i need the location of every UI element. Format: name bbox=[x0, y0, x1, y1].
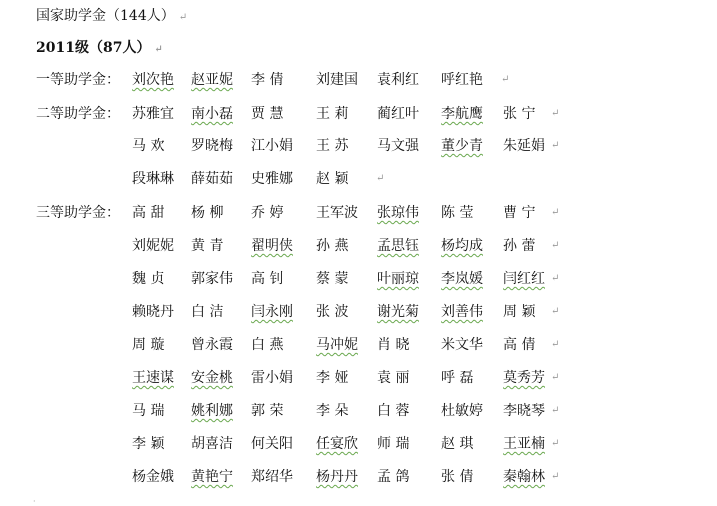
student-name-text: 白 洁 bbox=[191, 304, 224, 320]
student-name bbox=[316, 464, 376, 490]
student-name-text: 郭家伟 bbox=[191, 271, 233, 287]
student-name-text: 杨均成 bbox=[441, 238, 483, 254]
student-name bbox=[132, 365, 192, 391]
student-name bbox=[191, 332, 251, 358]
student-name-text: 张 倩 bbox=[441, 469, 474, 485]
student-name-text: 陈 莹 bbox=[441, 205, 474, 221]
student-name-text: 张 波 bbox=[316, 304, 349, 320]
student-name-text: 王速谋 bbox=[132, 370, 174, 386]
student-name-text: 马冲妮 bbox=[316, 337, 358, 353]
student-name-text: 黄艳宁 bbox=[191, 469, 233, 485]
student-name-text: 黄 青 bbox=[191, 238, 224, 254]
student-name-text: 孟思钰 bbox=[377, 238, 419, 254]
student-name-text: 杨金娥 bbox=[132, 469, 174, 485]
student-name bbox=[132, 266, 192, 292]
student-name-text: 马 欢 bbox=[132, 138, 165, 154]
student-name bbox=[441, 233, 501, 259]
student-name bbox=[191, 133, 251, 159]
student-name bbox=[441, 266, 501, 292]
student-name-text: 秦翰林 bbox=[503, 469, 545, 485]
student-name bbox=[441, 299, 501, 325]
student-name bbox=[441, 67, 501, 93]
student-name bbox=[251, 431, 311, 457]
student-name-text: 赵 颖 bbox=[316, 171, 349, 187]
student-name bbox=[132, 431, 192, 457]
student-name bbox=[377, 398, 437, 424]
student-name bbox=[251, 200, 311, 226]
student-name-text: 蔡 蒙 bbox=[316, 271, 349, 287]
student-name-text: 刘次艳 bbox=[132, 72, 174, 88]
student-name bbox=[132, 299, 192, 325]
student-name-text: 高 钊 bbox=[251, 271, 284, 287]
student-name-text: 叶丽琼 bbox=[377, 271, 419, 287]
cohort-heading bbox=[36, 35, 163, 61]
student-name bbox=[316, 166, 376, 192]
student-name bbox=[251, 365, 311, 391]
student-name bbox=[191, 166, 251, 192]
student-name-text: 杨 柳 bbox=[191, 205, 224, 221]
student-name-text: 王 莉 bbox=[316, 106, 349, 122]
student-name bbox=[441, 365, 501, 391]
student-name bbox=[191, 464, 251, 490]
student-name bbox=[251, 233, 311, 259]
student-name-text: 王 苏 bbox=[316, 138, 349, 154]
student-name-text: 何关阳 bbox=[251, 436, 293, 452]
student-name bbox=[251, 67, 311, 93]
student-name bbox=[377, 67, 437, 93]
student-name-text: 王亚楠 bbox=[503, 436, 545, 452]
student-name bbox=[316, 101, 376, 127]
paragraph-mark-icon: ↵ bbox=[551, 108, 560, 119]
student-name-text: 段琳琳 bbox=[132, 171, 174, 187]
student-name-text: 魏 贞 bbox=[132, 271, 165, 287]
student-name-text: 马文强 bbox=[377, 138, 419, 154]
student-name bbox=[441, 464, 501, 490]
student-name-text: 呼 磊 bbox=[441, 370, 474, 386]
student-name bbox=[377, 464, 437, 490]
paragraph-mark-icon: ↵ bbox=[551, 306, 560, 317]
student-name-text: 马 瑞 bbox=[132, 403, 165, 419]
paragraph-mark-icon: ↵ bbox=[551, 405, 560, 416]
paragraph-mark-icon: ↵ bbox=[551, 339, 560, 350]
student-name-text: 罗晓梅 bbox=[191, 138, 233, 154]
paragraph-mark-icon: ↵ bbox=[551, 438, 560, 449]
student-name-text: 师 瑞 bbox=[377, 436, 410, 452]
student-name-text: 任宴欣 bbox=[316, 436, 358, 452]
paragraph-mark-icon: ↵ bbox=[501, 74, 510, 85]
student-name-text: 周 璇 bbox=[132, 337, 165, 353]
student-name bbox=[132, 101, 192, 127]
student-name-text: 袁利红 bbox=[377, 72, 419, 88]
student-name bbox=[377, 200, 437, 226]
student-name bbox=[377, 101, 437, 127]
student-name-text: 赵亚妮 bbox=[191, 72, 233, 88]
paragraph-mark-icon: ↵ bbox=[376, 173, 385, 184]
student-name bbox=[132, 398, 192, 424]
paragraph-mark-icon: ↵ bbox=[551, 140, 560, 151]
student-name-text: 莫秀芳 bbox=[503, 370, 545, 386]
student-name bbox=[377, 299, 437, 325]
student-name-text: 蔺红叶 bbox=[377, 106, 419, 122]
student-name-text: 李 朵 bbox=[316, 403, 349, 419]
student-name bbox=[132, 166, 192, 192]
student-name-text: 刘建国 bbox=[316, 72, 358, 88]
student-name-text: 王军波 bbox=[316, 205, 358, 221]
student-name bbox=[251, 398, 311, 424]
grant-level-label: 二等助学金： bbox=[36, 106, 120, 122]
student-name-text: 朱延娟 bbox=[503, 138, 545, 154]
student-name bbox=[316, 133, 376, 159]
student-name bbox=[441, 398, 501, 424]
student-name bbox=[316, 332, 376, 358]
title-text: 国家助学金（144人） bbox=[36, 8, 175, 24]
student-name bbox=[316, 431, 376, 457]
student-name-text: 薛茹茹 bbox=[191, 171, 233, 187]
student-name-text: 郭 荣 bbox=[251, 403, 284, 419]
grant-level-label: 一等助学金： bbox=[36, 72, 120, 88]
student-name-text: 李航鹰 bbox=[441, 106, 483, 122]
student-name bbox=[132, 233, 192, 259]
student-name-text: 张琼伟 bbox=[377, 205, 419, 221]
student-name bbox=[191, 365, 251, 391]
student-name-text: 苏雅宜 bbox=[132, 106, 174, 122]
student-name bbox=[377, 233, 437, 259]
student-name-text: 史雅娜 bbox=[251, 171, 293, 187]
student-name-text: 闫红红 bbox=[503, 271, 545, 287]
paragraph-mark-icon: ↵ bbox=[154, 44, 163, 55]
student-name-text: 赖晓丹 bbox=[132, 304, 174, 320]
grant-level-label: 三等助学金： bbox=[36, 205, 120, 221]
student-name-text: 高 倩 bbox=[503, 337, 536, 353]
student-name-text: 李晓琴 bbox=[503, 403, 545, 419]
student-name-text: 周 颖 bbox=[503, 304, 536, 320]
student-name-text: 杜敏婷 bbox=[441, 403, 483, 419]
student-name-text: 袁 丽 bbox=[377, 370, 410, 386]
student-name bbox=[316, 398, 376, 424]
student-name-text: 杨丹丹 bbox=[316, 469, 358, 485]
student-name-text: 孙 蕾 bbox=[503, 238, 536, 254]
paragraph-mark-icon: ↵ bbox=[551, 372, 560, 383]
paragraph-mark-icon: ↵ bbox=[551, 207, 560, 218]
student-name bbox=[441, 431, 501, 457]
student-name-text: 孟 鸽 bbox=[377, 469, 410, 485]
student-name bbox=[191, 266, 251, 292]
student-name bbox=[132, 133, 192, 159]
student-name bbox=[377, 133, 437, 159]
student-name bbox=[377, 431, 437, 457]
student-name-text: 闫永刚 bbox=[251, 304, 293, 320]
student-name bbox=[251, 266, 311, 292]
page-corner-mark: · bbox=[33, 497, 36, 506]
student-name-text: 谢光菊 bbox=[377, 304, 419, 320]
student-name-text: 乔 婷 bbox=[251, 205, 284, 221]
student-name bbox=[132, 200, 192, 226]
student-name-text: 李 颖 bbox=[132, 436, 165, 452]
student-name bbox=[251, 299, 311, 325]
student-name bbox=[191, 431, 251, 457]
student-name-text: 安金桃 bbox=[191, 370, 233, 386]
student-name bbox=[316, 200, 376, 226]
student-name bbox=[132, 332, 192, 358]
student-name bbox=[441, 133, 501, 159]
student-name bbox=[251, 133, 311, 159]
student-name-text: 胡喜洁 bbox=[191, 436, 233, 452]
student-name bbox=[377, 365, 437, 391]
student-name bbox=[316, 299, 376, 325]
cohort-heading-text: 2011级（87人） bbox=[36, 40, 151, 56]
student-name-text: 米文华 bbox=[441, 337, 483, 353]
paragraph-mark-icon: ↵ bbox=[551, 273, 560, 284]
student-name-text: 刘妮妮 bbox=[132, 238, 174, 254]
student-name bbox=[377, 266, 437, 292]
student-name bbox=[251, 332, 311, 358]
student-name-text: 白 蓉 bbox=[377, 403, 410, 419]
student-name-text: 南小磊 bbox=[191, 106, 233, 122]
student-name bbox=[132, 67, 192, 93]
student-name bbox=[377, 332, 437, 358]
student-name-text: 高 甜 bbox=[132, 205, 165, 221]
student-name bbox=[441, 200, 501, 226]
student-name bbox=[251, 464, 311, 490]
student-name bbox=[191, 299, 251, 325]
student-name-text: 曹 宁 bbox=[503, 205, 536, 221]
student-name-text: 李 倩 bbox=[251, 72, 284, 88]
student-name-text: 李 娅 bbox=[316, 370, 349, 386]
student-name-text: 董少青 bbox=[441, 138, 483, 154]
student-name-text: 呼红艳 bbox=[441, 72, 483, 88]
student-name bbox=[251, 166, 311, 192]
student-name bbox=[132, 464, 192, 490]
student-name bbox=[441, 332, 501, 358]
student-name bbox=[316, 266, 376, 292]
paragraph-mark-icon: ↵ bbox=[551, 471, 560, 482]
paragraph-mark-icon: ↵ bbox=[178, 12, 188, 23]
student-name bbox=[316, 365, 376, 391]
student-name bbox=[316, 67, 376, 93]
student-name-text: 刘善伟 bbox=[441, 304, 483, 320]
student-name-text: 赵 琪 bbox=[441, 436, 474, 452]
student-name bbox=[316, 233, 376, 259]
student-name-text: 郑绍华 bbox=[251, 469, 293, 485]
student-name bbox=[191, 200, 251, 226]
student-name-text: 贾 慧 bbox=[251, 106, 284, 122]
document-title bbox=[36, 3, 187, 29]
student-name-text: 雷小娟 bbox=[251, 370, 293, 386]
student-name-text: 李岚媛 bbox=[441, 271, 483, 287]
student-name bbox=[251, 101, 311, 127]
student-name bbox=[191, 101, 251, 127]
student-name bbox=[441, 101, 501, 127]
student-name-text: 肖 晓 bbox=[377, 337, 410, 353]
student-name-text: 孙 燕 bbox=[316, 238, 349, 254]
student-name-text: 曾永霞 bbox=[191, 337, 233, 353]
student-name-text: 翟明侠 bbox=[251, 238, 293, 254]
student-name-text: 白 燕 bbox=[251, 337, 284, 353]
student-name bbox=[191, 67, 251, 93]
student-name-text: 江小娟 bbox=[251, 138, 293, 154]
student-name-text: 姚利娜 bbox=[191, 403, 233, 419]
student-name bbox=[191, 398, 251, 424]
paragraph-mark-icon: ↵ bbox=[551, 240, 560, 251]
student-name bbox=[191, 233, 251, 259]
student-name-text: 张 宁 bbox=[503, 106, 536, 122]
